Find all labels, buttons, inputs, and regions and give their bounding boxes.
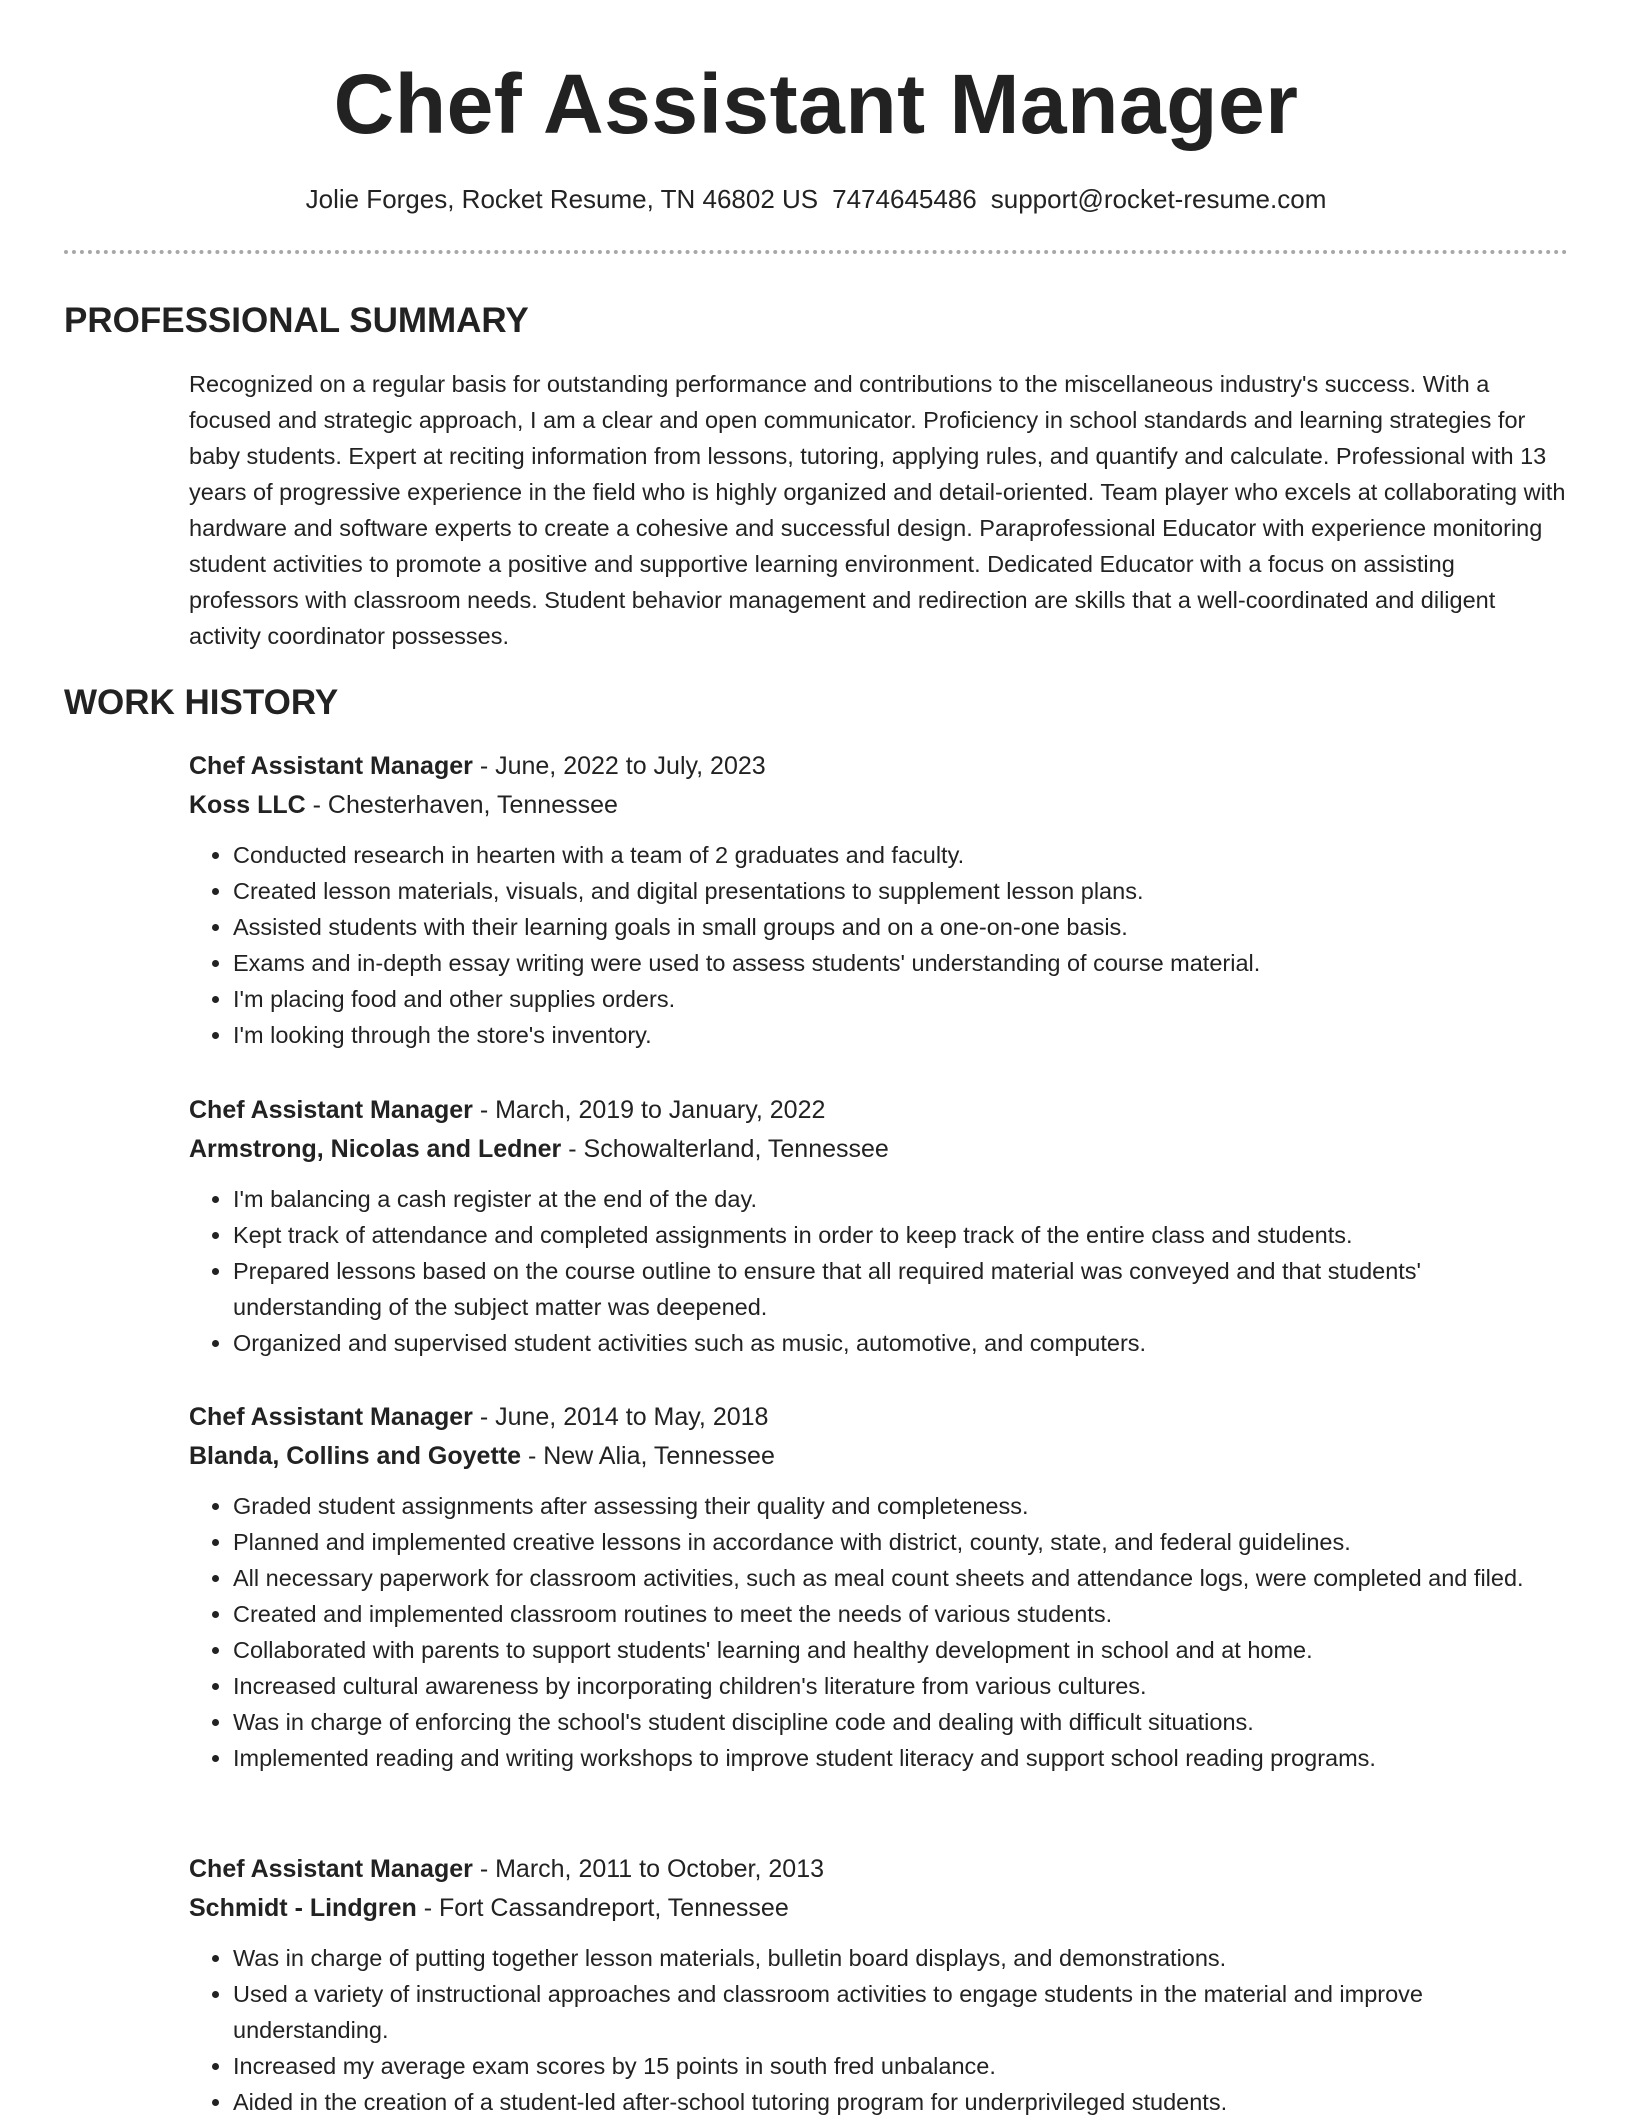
list-item: • Was in charge of enforcing the school's student discipline code and dealing with difficult situations. [233, 1704, 1569, 1740]
job-location: - Chesterhaven, Tennessee [305, 791, 618, 819]
list-item: • Used a variety of instructional approaches and classroom activities to engage students in the material and improve understanding. [233, 1976, 1569, 2048]
job-company-line [189, 1889, 1569, 1928]
job-dates: - March, 2019 to January, 2022 [472, 1096, 826, 1124]
list-item: • Collaborated with parents to support students' learning and healthy development in school and at home. [233, 1632, 1569, 1668]
list-item: • Planned and implemented creative lessons in accordance with district, county, state, and federal guidelines. [233, 1524, 1569, 1560]
list-item: • Organized and supervised student activities such as music, automotive, and computers. [233, 1325, 1569, 1361]
list-item: • Implemented reading and writing workshops to improve student literacy and support school reading programs. [233, 1740, 1569, 1776]
contact-email: support@rocket-resume.com [990, 184, 1327, 214]
job-company: Koss LLC [189, 791, 306, 819]
list-item: • Increased cultural awareness by incorporating children's literature from various cultures. [233, 1668, 1569, 1704]
job-company-line [189, 786, 1569, 825]
list-item: • All necessary paperwork for classroom activities, such as meal count sheets and attendance logs, were completed and filed. [233, 1560, 1569, 1596]
job-location: - Schowalterland, Tennessee [561, 1135, 889, 1163]
job-bullets [189, 1940, 1569, 2120]
job-title: Chef Assistant Manager [189, 752, 473, 780]
header-divider [64, 250, 1568, 254]
job-company: Armstrong, Nicolas and Ledner [189, 1135, 562, 1163]
list-item: • I'm looking through the store's inventory. [233, 1017, 1569, 1053]
job-dates: - June, 2014 to May, 2018 [472, 1403, 769, 1431]
job-location: - Fort Cassandreport, Tennessee [416, 1894, 789, 1922]
list-item: • Assisted students with their learning goals in small groups and on a one-on-one basis. [233, 909, 1569, 945]
job-company-line [189, 1437, 1569, 1476]
list-item: • I'm balancing a cash register at the end of the day. [233, 1181, 1569, 1217]
job-company: Blanda, Collins and Goyette [189, 1442, 521, 1470]
contact-line [0, 181, 1632, 217]
job-dates: - March, 2011 to October, 2013 [472, 1855, 824, 1883]
job-title-line [189, 1398, 1569, 1437]
job-bullets [189, 1181, 1569, 1361]
job-entry-3 [189, 1398, 1569, 1776]
job-entry-4 [189, 1850, 1569, 2120]
contact-address: Jolie Forges, Rocket Resume, TN 46802 US [305, 184, 819, 214]
list-item: • Created lesson materials, visuals, and digital presentations to supplement lesson plans. [233, 873, 1569, 909]
list-item: • Conducted research in hearten with a team of 2 graduates and faculty. [233, 837, 1569, 873]
list-item: • Graded student assignments after assessing their quality and completeness. [233, 1488, 1569, 1524]
job-company: Schmidt - Lindgren [189, 1894, 417, 1922]
job-location: - New Alia, Tennessee [521, 1442, 775, 1470]
page-title: Chef Assistant Manager [333, 57, 1299, 151]
job-dates: - June, 2022 to July, 2023 [472, 752, 766, 780]
summary-text: Recognized on a regular basis for outstanding performance and contributions to the miscellaneous industry's success. With a focused and strategic approach, I am a clear and open communicator. Proficiency in school standards and learning strategies for baby students. Expert at reciting information from lessons, tutoring, applying rules, and quantify and calculate. Professional with 13 years of progressive experience in the field who is highly organized and detail-oriented. Team player who excels at collaborating with hardware and software experts to create a cohesive and successful design. Paraprofessional Educator with experience monitoring student activities to promote a positive and supportive learning environment. Dedicated Educator with a focus on assisting professors with classroom needs. Student behavior management and redirection are skills that a well-coordinated and diligent activity coordinator possesses. [189, 371, 1566, 649]
job-bullets [189, 837, 1569, 1053]
list-item: • Was in charge of putting together lesson materials, bulletin board displays, and demonstrations. [233, 1940, 1569, 1976]
list-item: • Created and implemented classroom routines to meet the needs of various students. [233, 1596, 1569, 1632]
job-title: Chef Assistant Manager [189, 1403, 473, 1431]
job-entry-2 [189, 1091, 1569, 1361]
job-title-line [189, 1850, 1569, 1889]
list-item: • Exams and in-depth essay writing were used to assess students' understanding of course material. [233, 945, 1569, 981]
contact-phone: 7474645486 [832, 184, 977, 214]
job-title: Chef Assistant Manager [189, 1855, 473, 1883]
list-item: • Prepared lessons based on the course outline to ensure that all required material was conveyed and that students' understanding of the subject matter was deepened. [233, 1253, 1569, 1325]
list-item: • Aided in the creation of a student-led after-school tutoring program for underprivileged students. [233, 2084, 1569, 2120]
work-history-heading: WORK HISTORY [64, 683, 339, 722]
job-bullets [189, 1488, 1569, 1776]
list-item: • Increased my average exam scores by 15 points in south fred unbalance. [233, 2048, 1569, 2084]
list-item: • Kept track of attendance and completed assignments in order to keep track of the entire class and students. [233, 1217, 1569, 1253]
job-title-line [189, 1091, 1569, 1130]
job-title-line [189, 747, 1569, 786]
list-item: • I'm placing food and other supplies orders. [233, 981, 1569, 1017]
job-entry-1 [189, 747, 1569, 1053]
job-title: Chef Assistant Manager [189, 1096, 473, 1124]
job-company-line [189, 1130, 1569, 1169]
summary-heading: PROFESSIONAL SUMMARY [64, 301, 529, 340]
